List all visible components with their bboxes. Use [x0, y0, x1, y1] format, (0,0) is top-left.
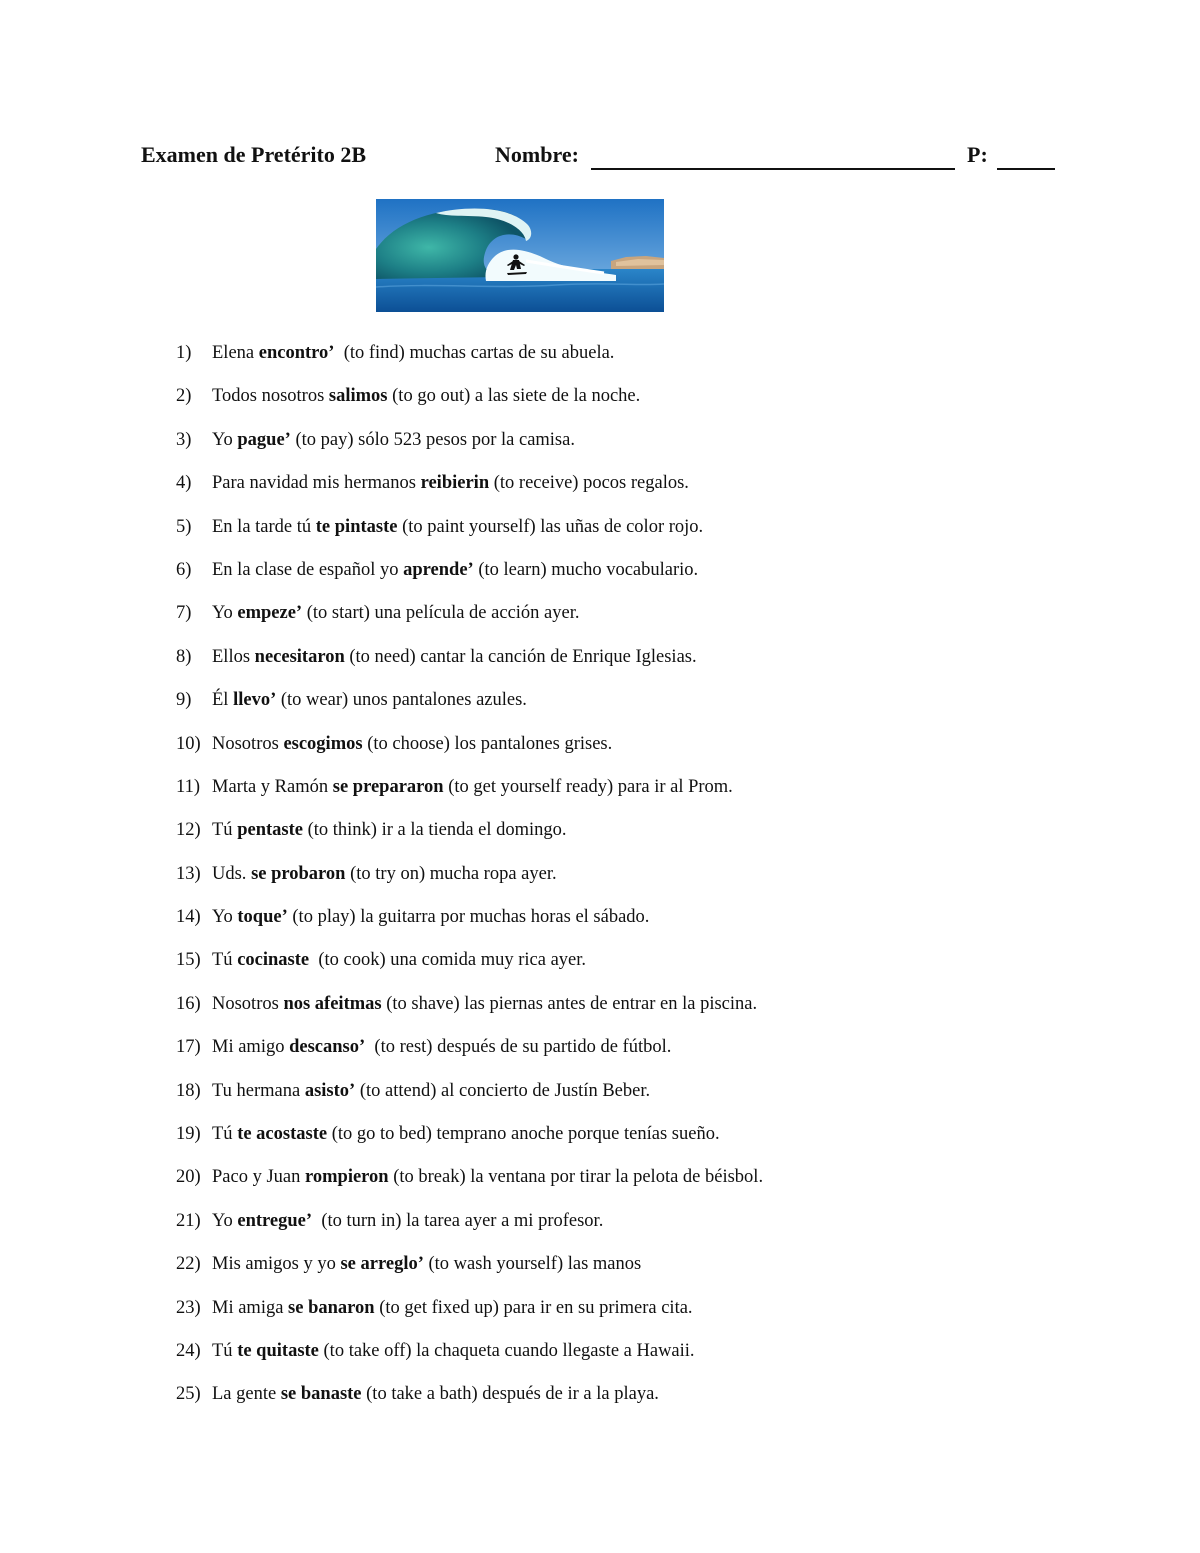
- question-item: [176, 988, 1056, 1031]
- question-text-after: (to turn in) la tarea ayer a mi profesor.: [312, 1210, 604, 1231]
- question-number: 11): [176, 776, 200, 797]
- question-item: [176, 1292, 1056, 1335]
- question-text-after: (to find) muchas cartas de su abuela.: [334, 343, 615, 363]
- question-item: [176, 728, 1056, 771]
- question-number: 16): [176, 993, 201, 1014]
- name-blank-line: [591, 168, 955, 170]
- question-number: 9): [176, 690, 192, 711]
- question-text-before: En la tarde tú: [212, 516, 316, 537]
- question-item: [176, 858, 1056, 901]
- question-text-after: (to go to bed) temprano anoche porque tenías sueño.: [327, 1124, 720, 1145]
- question-text-after: (to take off) la chaqueta cuando llegaste a Hawaii.: [318, 1340, 695, 1361]
- question-verb: te acostaste: [237, 1124, 328, 1145]
- question-text-before: Paco y Juan: [212, 1167, 305, 1188]
- question-verb: reibierin: [420, 473, 490, 494]
- question-number: 24): [176, 1340, 201, 1361]
- question-text-before: Tú: [212, 1340, 238, 1361]
- question-text-before: Todos nosotros: [212, 386, 329, 407]
- question-number: 3): [176, 429, 192, 450]
- question-number: 25): [176, 1384, 201, 1405]
- question-verb: se banaron: [288, 1297, 375, 1318]
- question-text-after: (to rest) después de su partido de fútbol.: [365, 1037, 672, 1058]
- question-text-before: Tú: [212, 1124, 238, 1145]
- question-number: 1): [176, 343, 192, 363]
- question-number: 23): [176, 1297, 201, 1318]
- question-text-before: Yo: [212, 1210, 238, 1231]
- question-number: 7): [176, 603, 192, 624]
- question-text-after: (to try on) mucha ropa ayer.: [345, 863, 557, 884]
- question-number: 18): [176, 1080, 201, 1101]
- question-text-before: Tu hermana: [212, 1080, 305, 1101]
- question-text-after: (to choose) los pantalones grises.: [362, 733, 613, 754]
- question-item: [176, 1378, 1056, 1421]
- question-item: [176, 1161, 1056, 1204]
- question-text-after: (to cook) una comida muy rica ayer.: [309, 950, 587, 971]
- question-text-after: (to shave) las piernas antes de entrar en la piscina.: [381, 993, 758, 1014]
- question-verb: pentaste: [237, 820, 303, 841]
- question-text-after: (to get yourself ready) para ir al Prom.: [443, 776, 733, 797]
- question-item: [176, 1248, 1056, 1291]
- question-text-before: Elena: [212, 343, 259, 363]
- question-verb: llevo’: [233, 690, 277, 711]
- question-number: 15): [176, 950, 201, 971]
- question-text-after: (to go out) a las siete de la noche.: [387, 386, 641, 407]
- question-text-after: (to need) cantar la canción de Enrique Iglesias.: [344, 646, 697, 667]
- question-verb: descanso’: [289, 1037, 366, 1058]
- question-text-after: (to play) la guitarra por muchas horas el sábado.: [287, 907, 650, 928]
- question-verb: se arreglo’: [340, 1254, 424, 1275]
- question-text-before: Yo: [212, 603, 238, 624]
- question-verb: te pintaste: [315, 516, 398, 537]
- question-text-after: (to paint yourself) las uñas de color rojo.: [397, 516, 704, 537]
- question-verb: te quitaste: [237, 1340, 319, 1361]
- question-number: 4): [176, 473, 192, 494]
- question-text-before: Nosotros: [212, 993, 284, 1014]
- question-list: [176, 337, 1056, 1422]
- question-number: 10): [176, 733, 201, 754]
- question-number: 17): [176, 1037, 201, 1058]
- question-verb: cocinaste: [237, 950, 310, 971]
- question-verb: se prepararon: [332, 776, 444, 797]
- question-number: 6): [176, 559, 192, 580]
- question-verb: necesitaron: [254, 646, 345, 667]
- question-text-after: (to attend) al concierto de Justín Beber.: [355, 1080, 651, 1101]
- question-text-before: Ellos: [212, 646, 255, 667]
- question-item: [176, 1118, 1056, 1161]
- question-item: [176, 1335, 1056, 1378]
- question-text-after: (to wear) unos pantalones azules.: [276, 690, 527, 711]
- question-text-before: Yo: [212, 429, 238, 450]
- question-number: 13): [176, 863, 201, 884]
- question-text-after: (to pay) sólo 523 pesos por la camisa.: [290, 429, 575, 450]
- question-verb: encontro’: [258, 343, 335, 363]
- question-verb: asisto’: [304, 1080, 356, 1101]
- question-text-before: Yo: [212, 907, 238, 928]
- question-text-after: (to start) una película de acción ayer.: [302, 603, 580, 624]
- question-number: 12): [176, 820, 201, 841]
- question-item: [176, 684, 1056, 727]
- exam-header: [141, 140, 1061, 176]
- question-verb: aprende’: [403, 559, 474, 580]
- question-number: 8): [176, 646, 192, 667]
- question-verb: entregue’: [237, 1210, 313, 1231]
- question-verb: se banaste: [280, 1384, 362, 1405]
- question-text-after: (to think) ir a la tienda el domingo.: [302, 820, 567, 841]
- question-item: [176, 380, 1056, 423]
- question-verb: rompieron: [305, 1167, 389, 1188]
- question-text-before: Tú: [212, 950, 238, 971]
- question-text-before: Para navidad mis hermanos: [212, 473, 421, 494]
- question-text-before: Uds.: [212, 863, 252, 884]
- question-verb: pague’: [237, 429, 291, 450]
- question-text-before: La gente: [212, 1384, 281, 1405]
- period-label: P:: [967, 142, 988, 167]
- question-text-before: Mi amigo: [212, 1037, 290, 1058]
- period-blank-line: [997, 168, 1055, 170]
- question-item: [176, 1205, 1056, 1248]
- question-item: [176, 1075, 1056, 1118]
- question-item: [176, 597, 1056, 640]
- question-number: 2): [176, 386, 192, 407]
- question-text-before: Él: [212, 690, 234, 711]
- question-number: 14): [176, 907, 201, 928]
- question-item: [176, 771, 1056, 814]
- question-item: [176, 944, 1056, 987]
- question-verb: toque’: [237, 907, 288, 928]
- question-verb: empeze’: [237, 603, 303, 624]
- question-number: 20): [176, 1167, 201, 1188]
- surfer-wave-image: [376, 199, 664, 312]
- question-item: [176, 424, 1056, 467]
- question-verb: salimos: [328, 386, 388, 407]
- question-verb: se probaron: [251, 863, 346, 884]
- question-text-after: (to wash yourself) las manos: [423, 1254, 642, 1275]
- question-item: [176, 1031, 1056, 1074]
- question-number: 21): [176, 1210, 201, 1231]
- question-text-after: (to break) la ventana por tirar la pelota de béisbol.: [388, 1167, 764, 1188]
- question-text-after: (to learn) mucho vocabulario.: [473, 559, 699, 580]
- question-verb: nos afeitmas: [283, 993, 382, 1014]
- question-number: 22): [176, 1254, 201, 1275]
- exam-title: Examen de Pretérito 2B: [141, 142, 367, 167]
- question-item: [176, 554, 1056, 597]
- question-text-before: En la clase de español yo: [212, 559, 404, 580]
- question-item: [176, 641, 1056, 684]
- name-label: Nombre:: [495, 142, 579, 167]
- question-item: [176, 901, 1056, 944]
- question-item: [176, 337, 1056, 380]
- question-text-after: (to get fixed up) para ir en su primera cita.: [374, 1297, 693, 1318]
- question-text-after: (to receive) pocos regalos.: [489, 473, 689, 494]
- question-verb: escogimos: [283, 733, 363, 754]
- question-number: 5): [176, 516, 192, 537]
- question-text-before: Nosotros: [212, 733, 284, 754]
- question-number: 19): [176, 1124, 201, 1145]
- question-text-before: Tú: [212, 820, 238, 841]
- question-text-before: Mi amiga: [212, 1297, 289, 1318]
- question-item: [176, 511, 1056, 554]
- question-text-before: Marta y Ramón: [212, 776, 333, 797]
- question-text-after: (to take a bath) después de ir a la playa.: [361, 1384, 659, 1405]
- question-item: [176, 814, 1056, 857]
- question-text-before: Mis amigos y yo: [212, 1254, 341, 1275]
- question-item: [176, 467, 1056, 510]
